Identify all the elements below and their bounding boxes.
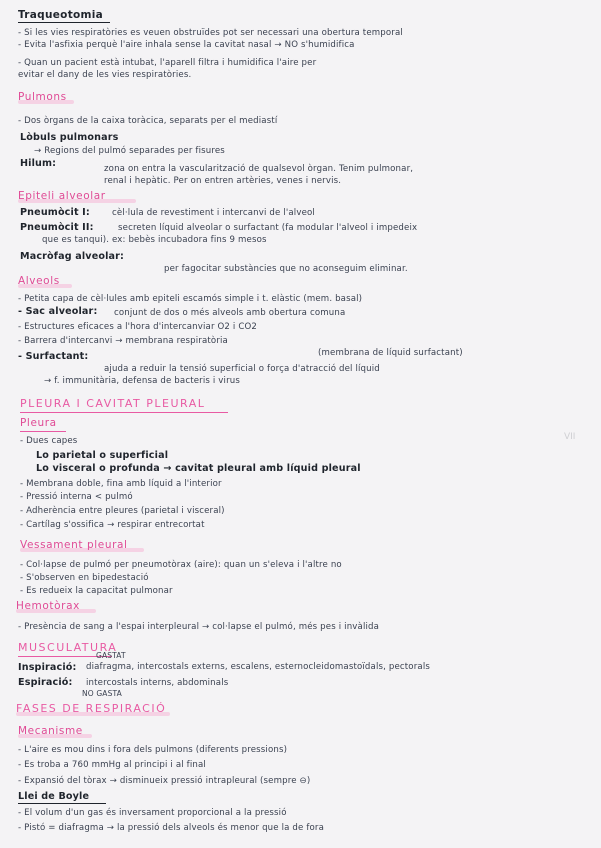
text-line: cèl·lula de revestiment i intercanvi de l'alveol [112, 208, 315, 218]
section-title-vessament: Vessament pleural [20, 539, 128, 551]
text-line: evitar el dany de les vies respiratòries. [18, 70, 192, 80]
text-line: zona on entra la vascularització de qualsevol òrgan. Tenim pulmonar, [104, 164, 414, 174]
label-pneumocit-1: Pneumòcit I: [20, 207, 90, 218]
text-line: - Expansió del tòrax → disminueix pressió intrapleural (sempre ⊖) [18, 776, 311, 786]
text-line: - Pistó = diafragma → la pressió dels alveols és menor que la de fora [18, 823, 325, 833]
label-inspiracio: Inspiració: [18, 662, 77, 673]
section-title-alveols: Alveols [18, 275, 60, 287]
text-line: que es tanqui). ex: bebès incubadora fins 9 mesos [42, 235, 267, 245]
text-line: conjunt de dos o més alveols amb obertura comuna [114, 308, 346, 318]
text-line: - El volum d'un gas és inversament proporcional a la pressió [18, 808, 287, 818]
note-no-gasta: NO GASTA [82, 689, 122, 698]
title-underline [18, 803, 106, 804]
text-line: - Barrera d'intercanvi → membrana respiratòria [18, 336, 228, 346]
note-gastat: GASTAT [96, 651, 126, 660]
margin-mark: VII [564, 432, 576, 442]
text-line: → Regions del pulmó separades per fisures [34, 146, 225, 156]
section-title-fases: FASES DE RESPIRACIÓ [16, 702, 167, 715]
text-line: diafragma, intercostals externs, escalens, esternocleidomastoïdals, pectorals [86, 662, 430, 672]
text-line: - Es troba a 760 mmHg al principi i al final [18, 760, 206, 770]
text-line: - S'observen en bipedestació [20, 573, 149, 583]
text-line: - Dos òrgans de la caixa toràcica, separats per el mediastí [18, 116, 278, 126]
text-line: - Petita capa de cèl·lules amb epiteli escamós simple i t. elàstic (mem. basal) [18, 294, 363, 304]
text-line: - Es redueix la capacitat pulmonar [20, 586, 173, 596]
subtitle-boyle: Llei de Boyle [18, 791, 90, 802]
text-line: - Adherència entre pleures (parietal i visceral) [20, 506, 225, 516]
subtitle-lobuls: Lòbuls pulmonars [20, 132, 119, 143]
subtitle-mecanisme: Mecanisme [18, 725, 83, 737]
section-title-hemotorax: Hemotòrax [16, 600, 80, 612]
label-pneumocit-2: Pneumòcit II: [20, 222, 94, 233]
text-line: - Pressió interna < pulmó [20, 492, 133, 502]
text-line: ajuda a reduir la tensió superficial o força d'atracció del líquid [104, 364, 380, 374]
section-title-epiteli: Epiteli alveolar [18, 190, 106, 202]
text-line: - Quan un pacient està intubat, l'aparell filtra i humidifica l'aire per [18, 58, 317, 68]
label-surfactant: - Surfactant: [18, 351, 89, 362]
text-line: - Membrana doble, fina amb líquid a l'interior [20, 479, 222, 489]
subtitle-pleura: Pleura [20, 417, 57, 429]
text-line: (membrana de líquid surfactant) [318, 348, 463, 358]
text-line: - Si les vies respiratòries es veuen obstruïdes pot ser necessari una obertura temporal [18, 28, 403, 38]
text-line: secreten líquid alveolar o surfactant (fa modular l'alveol i impedeix [118, 223, 418, 233]
text-line: per fagocitar substàncies que no aconseguim eliminar. [164, 264, 408, 274]
section-title-pleura-cavitat: PLEURA I CAVITAT PLEURAL [20, 397, 206, 410]
text-line: - Cartílag s'ossifica → respirar entrecortat [20, 520, 205, 530]
label-espiracio: Espiració: [18, 677, 73, 688]
label-sac-alveolar: - Sac alveolar: [18, 306, 98, 317]
text-line: renal i hepàtic. Per on entren artèries, venes i nervis. [104, 176, 342, 186]
section-title-pulmons: Pulmons [18, 91, 67, 103]
text-line: - Dues capes [20, 436, 78, 446]
label-hilum: Hilum: [20, 158, 57, 169]
text-line: - Presència de sang a l'espai interpleural → col·lapse el pulmó, més pes i invàlida [18, 622, 380, 632]
label-macrofag: Macròfag alveolar: [20, 251, 125, 262]
title-underline [18, 22, 110, 23]
text-line: - L'aire es mou dins i fora dels pulmons (diferents pressions) [18, 745, 288, 755]
text-line: → f. immunitària, defensa de bacteris i virus [44, 376, 240, 386]
text-line: Lo visceral o profunda → cavitat pleural amb líquid pleural [36, 463, 361, 474]
text-line: - Col·lapse de pulmó per pneumotòrax (aire): quan un s'eleva i l'altre no [20, 560, 342, 570]
section-title-traqueotomia: Traqueotomia [18, 9, 104, 21]
text-line: intercostals interns, abdominals [86, 678, 229, 688]
section-title-musculatura: MUSCULATURA [18, 641, 118, 654]
title-underline [20, 431, 66, 432]
text-line: Lo parietal o superficial [36, 450, 169, 461]
text-line: - Evita l'asfixia perquè l'aire inhala sense la cavitat nasal → NO s'humidifica [18, 40, 355, 50]
text-line: - Estructures eficaces a l'hora d'intercanviar O2 i CO2 [18, 322, 258, 332]
title-underline [20, 412, 228, 413]
